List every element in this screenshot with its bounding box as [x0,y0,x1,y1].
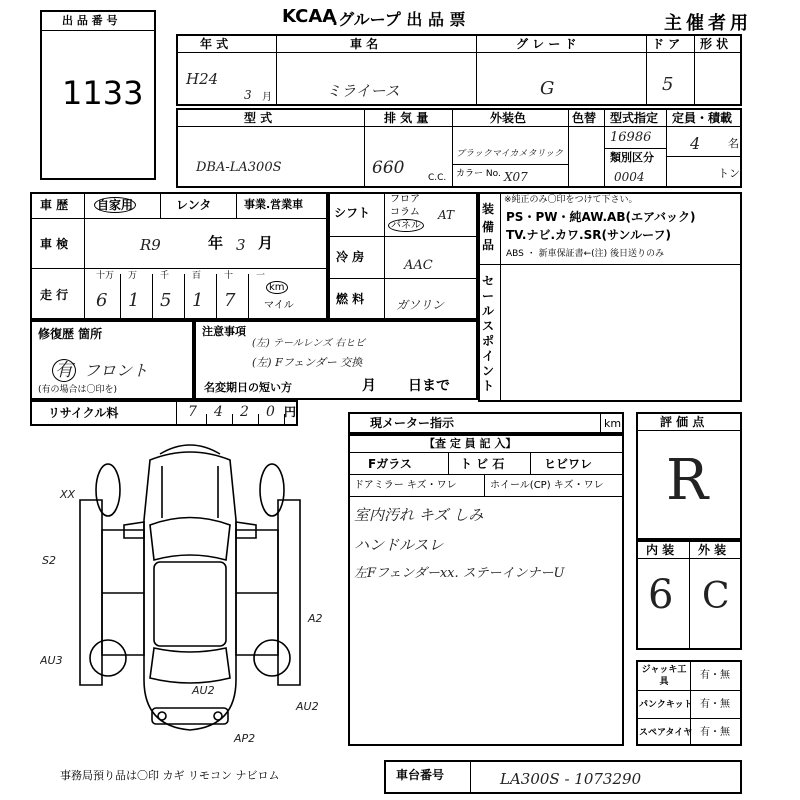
ac-value: AAC [404,258,433,273]
inspection-year-unit: 年 [208,234,224,252]
mileage-unit: 千 [160,271,170,281]
mileage-unit: 百 [192,271,202,281]
sales-point-label: セールスポイント [482,274,495,393]
year-label: 年 式 [200,37,229,51]
mileage-digit: 7 [224,290,236,311]
recycle-digit: 4 [214,404,223,420]
jack-value: 有・無 [700,670,730,681]
month-value: 3 [244,88,252,102]
shift-label: シフト [334,206,371,220]
car-diagram [40,430,340,750]
notes-month-unit: 月 [362,378,376,394]
recycle-digit: 2 [240,404,249,420]
repair-value: フロント [84,361,149,380]
grade-value: G [540,78,555,99]
type-value: DBA-LA300S [196,160,282,175]
capacity-label: 定員・積載 [672,111,733,125]
doors-value: 5 [662,74,674,95]
disp-unit: C.C. [428,173,447,183]
disp-label: 排 気 量 [384,111,429,125]
shift-column: コラム [390,207,420,218]
spec-label: 型式指定 [610,111,659,125]
glass-label: Fガラス [368,457,412,471]
mark-ap2: AP2 [234,732,256,745]
header-brand: KCAA [282,6,337,27]
equipment-line1: PS・PW・純AW.AB(エアバック) [506,210,696,224]
equipment-note: ※純正のみ〇印をつけて下さい。 [504,195,638,205]
color-change-label: 色替 [572,111,597,125]
class-label: 類別区分 [610,151,654,164]
inspection-month-unit: 月 [258,234,274,252]
model-value: ミライース [326,82,400,100]
lot-number: 1133 [62,74,144,112]
year-value: H24 [186,70,219,88]
meter-label: 現メーター指示 [370,416,455,430]
chassis-label: 車台番号 [396,768,445,782]
repair-note: (有の場合は〇印を) [38,385,118,395]
fuel-label: 燃 料 [336,292,365,306]
notes-day-unit: 日まで [408,378,450,394]
mileage-unit: 十 [224,271,234,281]
shift-panel: パネル [388,220,424,232]
doors-label: ド ア [652,37,681,51]
mileage-digit: 5 [160,290,172,311]
grade-label: グ レ ー ド [516,37,577,51]
exterior-value: C [702,576,730,617]
capacity-unit: 名 [728,137,739,150]
mirror-label: ドアミラー キズ・ワレ [354,480,457,491]
repair-mark: 有 [52,356,76,382]
color-value: ブラックマイカメタリック [456,149,564,159]
exterior-label: 外 装 [698,543,727,557]
inspection-era: R9 [140,236,161,254]
interior-label: 内 装 [646,543,675,557]
mileage-digit: 1 [128,290,140,311]
recycle-unit: 円 [284,405,297,419]
shape-label: 形 状 [700,37,729,51]
color-label: 外装色 [490,111,527,125]
mark-s2: S2 [42,554,56,567]
load-unit: トン [718,167,740,180]
recycle-label: リサイクル料 [48,406,119,420]
mileage-digit: 1 [192,290,204,311]
spare-label: スペアタイヤ [639,728,693,738]
notes-label: 注意事項 [202,325,246,338]
color-no-label: カラー No. [456,169,501,179]
color-no-value: X07 [504,170,528,184]
notes-deadline-label: 名変期日の短い方 [204,381,292,394]
disp-value: 660 [372,158,405,178]
score-value: R [666,448,709,513]
mileage-digit: 6 [96,290,108,311]
equipment-line3: ABS ・ 新車保証書←(注) 後日送りのみ [506,249,665,259]
shift-floor: フロア [390,194,420,205]
puncture-label: パンクキット [639,700,693,710]
chassis-value: LA300S - 1073290 [500,770,642,788]
equipment-label: 装 備 品 [482,202,495,252]
inspector-label: 【査 定 員 記 入】 [424,437,517,450]
mileage-label: 走 行 [40,288,69,302]
mark-xx: XX [60,488,76,501]
inspector-line3: 左Fフェンダーxx. ステーインナーU [354,566,565,581]
spec-value: 16986 [610,130,652,145]
mileage-unit: 十万 [96,271,115,281]
history-private: 自家用 [94,198,136,212]
office-items: 事務局預り品は〇印 カギ リモコン ナビロム [60,769,280,782]
glass-options: ト ビ 石 [460,457,505,471]
fuel-value: ガソリン [396,298,445,312]
mark-a2: A2 [308,612,323,625]
wheel-label: ホイール(CP) キズ・ワレ [490,480,604,491]
month-unit: 月 [262,92,272,103]
mileage-mile: マイル [264,300,294,311]
history-rental: レンタ [176,198,212,212]
mileage-unit: 万 [128,271,138,281]
ac-label: 冷 房 [336,250,365,264]
recycle-digit: 0 [266,404,275,420]
notes-line2: (左) Fフェンダー 交換 [252,356,363,369]
glass-options-2: ヒビワレ [544,457,593,471]
inspector-line1: 室内汚れ キズ しみ [354,506,484,524]
notes-line1: (左) テールレンズ 右ヒビ [252,338,366,349]
jack-label: ジャッキ工 具 [641,665,687,687]
recycle-digit: 7 [188,404,197,420]
mileage-unit: 一 [256,271,266,281]
class-value: 0004 [614,170,645,184]
equipment-line2: TV.ナビ.カワ.SR(サンルーフ) [506,228,671,242]
interior-value: 6 [648,572,674,618]
history-business: 事業.営業車 [244,198,304,211]
puncture-value: 有・無 [700,699,730,710]
header-title: .グループ 出 品 票 [332,10,466,29]
inspection-month: 3 [236,236,246,254]
mark-au2-a: AU2 [192,684,215,697]
inspection-label: 車 検 [40,237,69,251]
history-label: 車 歴 [40,198,69,212]
model-label: 車 名 [350,37,379,51]
mileage-km: km [266,282,288,294]
mark-au3: AU3 [40,654,63,667]
mark-au2-b: AU2 [296,700,319,713]
shift-value: AT [438,208,455,222]
meter-unit: km [604,417,622,430]
score-label: 評 価 点 [660,415,705,429]
inspector-line2: ハンドルスレ [354,536,444,554]
lot-label: 出 品 番 号 [62,14,118,27]
capacity-value: 4 [690,134,701,153]
type-label: 型 式 [244,111,273,125]
repair-label: 修復歴 箇所 [38,327,103,341]
spare-value: 有・無 [700,727,730,738]
copy-type: 主催者用 [664,13,752,34]
